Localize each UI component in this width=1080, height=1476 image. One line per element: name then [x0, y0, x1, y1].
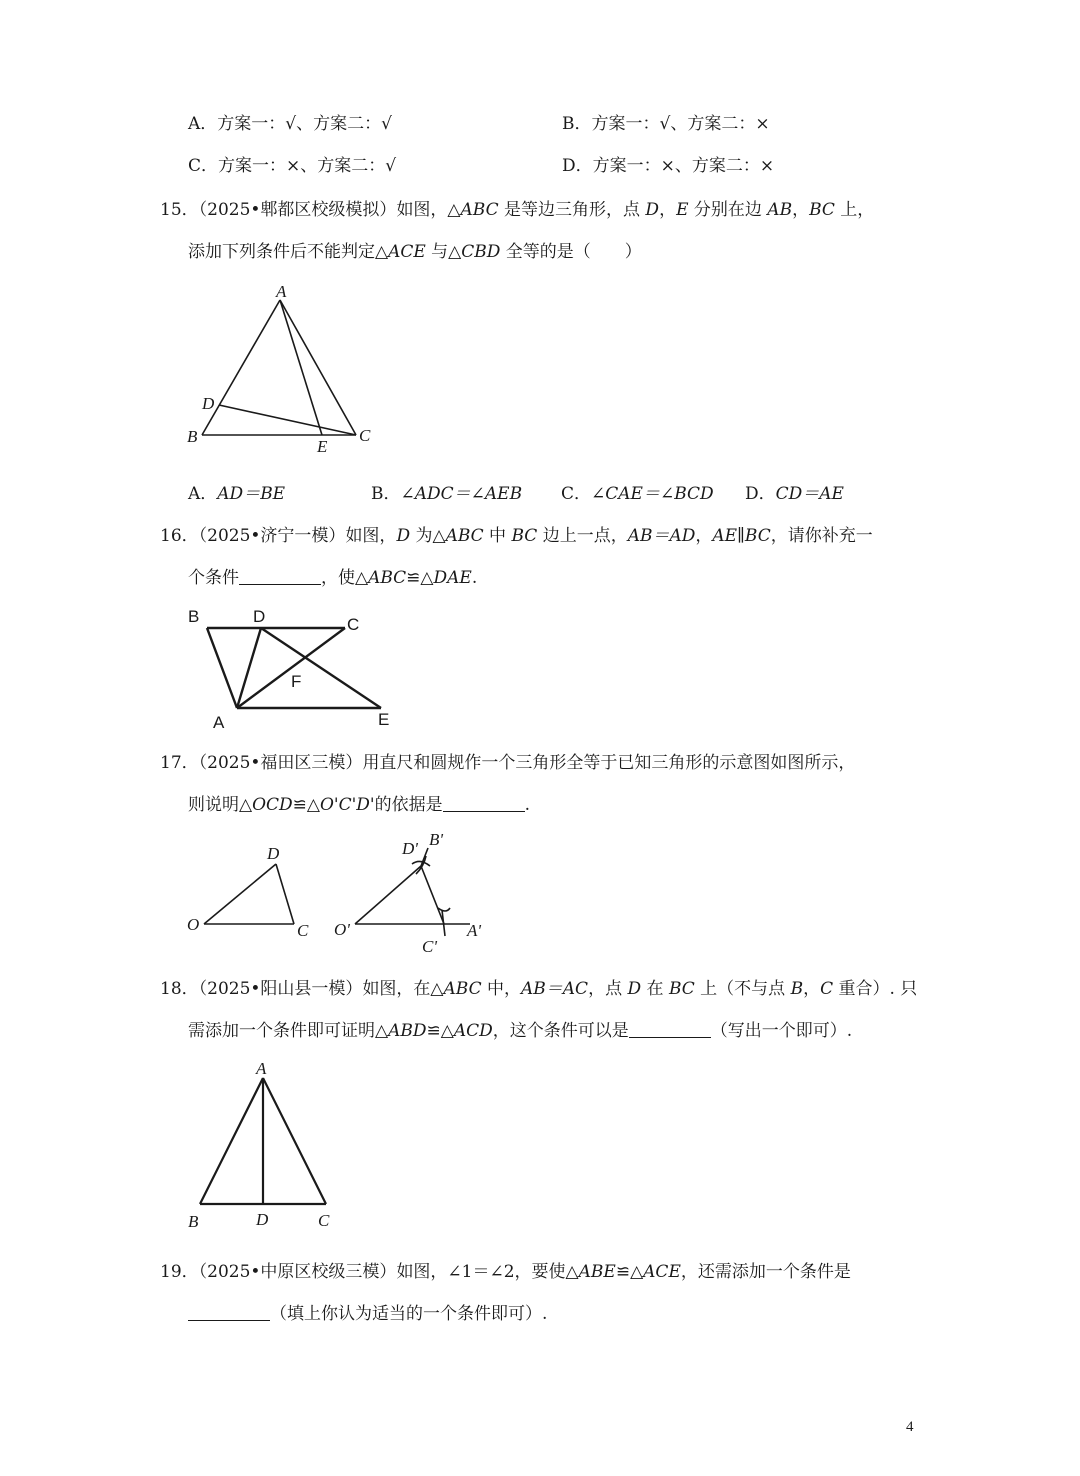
- question-source: （2025•阳山县一模）: [198, 979, 363, 999]
- label-a: A: [213, 713, 225, 732]
- question-source: （2025•郫都区校级模拟）: [198, 200, 397, 220]
- question-source: （2025•福田区三模）: [198, 753, 363, 773]
- q16-line1: 16．（2025•济宁一模）如图，D 为△ABC 中 BC 边上一点，AB＝AD，AE∥BC，请你补充一: [160, 526, 873, 546]
- q19-line1: 19．（2025•中原区校级三模）如图，∠1＝∠2，要使△ABE≌△ACE，还需添加一个条件是: [160, 1262, 851, 1282]
- q19-line2: （填上你认为适当的一个条件即可）.: [188, 1299, 547, 1324]
- q17-figure: [180, 828, 500, 958]
- label-c: C: [318, 1211, 330, 1230]
- question-number: 15．: [160, 200, 199, 220]
- label-b: B: [188, 607, 200, 626]
- question-number: 16．: [160, 526, 199, 546]
- question-number: 19．: [160, 1262, 199, 1282]
- q18-figure: [182, 1054, 342, 1236]
- label-e: E: [317, 437, 328, 456]
- q17-line1: 17．（2025•福田区三模）用直尺和圆规作一个三角形全等于已知三角形的示意图如图所示，: [160, 753, 856, 773]
- label-d: D: [267, 844, 280, 863]
- q14-option-c: C．方案一：×、方案二：√: [188, 156, 397, 176]
- q18-line1: 18．（2025•阳山县一模）如图，在△ABC 中，AB＝AC，点 D 在 BC 上（不与点 B，C 重合）. 只: [160, 979, 918, 999]
- q15-option-d: D．CD＝AE: [745, 484, 844, 504]
- label-c: C: [297, 921, 309, 940]
- q16-line2: 个条件 ，使△ABC≌△DAE.: [188, 568, 478, 588]
- label-c: C: [347, 615, 360, 634]
- q14-option-b: B．方案一：√、方案二：×: [562, 114, 770, 134]
- question-source: （2025•济宁一模）: [198, 526, 346, 546]
- question-source: （2025•中原区校级三模）: [198, 1262, 397, 1282]
- label-c: C: [359, 426, 371, 445]
- answer-blank[interactable]: [629, 1021, 711, 1038]
- question-number: 18．: [160, 979, 199, 999]
- q15-figure: [180, 275, 390, 460]
- q15-option-b: B．∠ADC＝∠AEB: [371, 484, 523, 504]
- label-f: F: [291, 672, 302, 691]
- answer-blank[interactable]: [443, 795, 525, 812]
- label-d: D: [202, 394, 215, 413]
- label-d-prime: D': [402, 839, 418, 858]
- page-number: 4: [906, 1419, 914, 1435]
- label-b: B: [187, 427, 198, 446]
- label-c-prime: C': [422, 937, 437, 956]
- q14-option-d: D．方案一：×、方案二：×: [562, 156, 775, 176]
- label-d: D: [253, 607, 266, 626]
- label-b: B: [188, 1212, 199, 1231]
- label-o: O: [187, 915, 200, 934]
- label-b-prime: B': [429, 830, 444, 849]
- q18-line2: 需添加一个条件即可证明△ABD≌△ACD，这个条件可以是 （写出一个即可）.: [188, 1021, 853, 1041]
- q14-option-a: A．方案一：√、方案二：√: [188, 114, 392, 134]
- q15-line1: 15．（2025•郫都区校级模拟）如图，△ABC 是等边三角形，点 D，E 分别在边 AB，BC 上，: [160, 200, 875, 220]
- answer-blank[interactable]: [239, 568, 321, 585]
- label-a: A: [276, 282, 287, 301]
- q15-option-c: C．∠CAE＝∠BCD: [561, 484, 714, 504]
- label-o-prime: O': [334, 920, 350, 939]
- q17-line2: 则说明△OCD≌△O'C'D'的依据是 .: [188, 795, 530, 815]
- answer-blank[interactable]: [188, 1304, 270, 1321]
- q15-option-a: A．AD＝BE: [188, 484, 286, 504]
- label-e: E: [378, 710, 390, 729]
- q15-line2: 添加下列条件后不能判定△ACE 与△CBD 全等的是（ ）: [188, 242, 642, 262]
- label-a-prime: A': [467, 921, 482, 940]
- q16-figure: [185, 598, 405, 733]
- label-a: A: [256, 1059, 267, 1078]
- question-number: 17．: [160, 753, 199, 773]
- label-d: D: [256, 1210, 269, 1229]
